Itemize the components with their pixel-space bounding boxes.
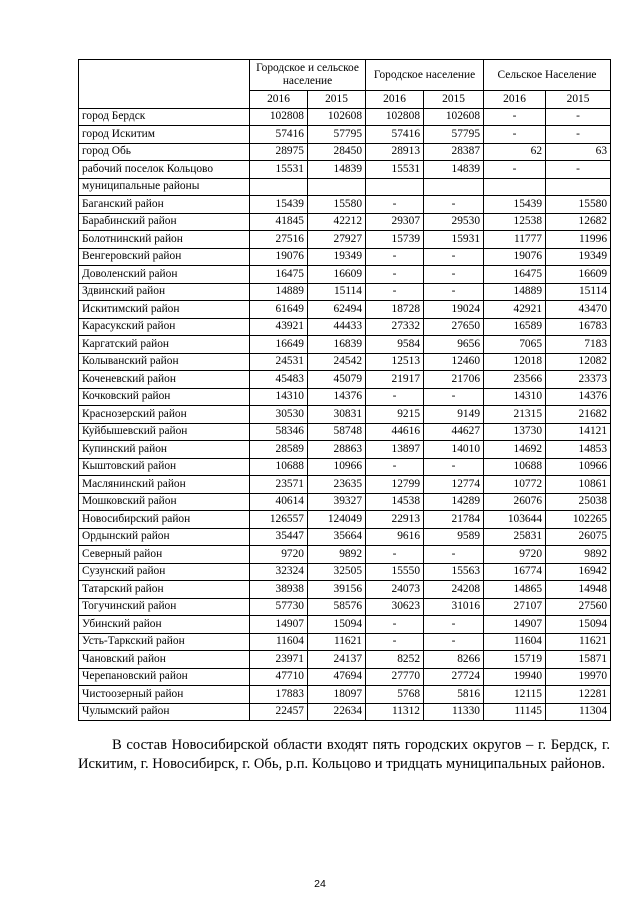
territory-name-cell: город Бердск: [79, 108, 250, 126]
population-value-cell: 23566: [484, 371, 546, 389]
territory-name-cell: Чулымский район: [79, 703, 250, 721]
population-value-cell: 47694: [308, 668, 366, 686]
population-value-cell: 32324: [250, 563, 308, 581]
population-value-cell: 14376: [546, 388, 611, 406]
population-value-cell: -: [424, 248, 484, 266]
population-value-cell: 31016: [424, 598, 484, 616]
header-rural-population: Сельское Население: [484, 60, 611, 91]
population-value-cell: 11777: [484, 231, 546, 249]
header-total-population: Городское и сельское население: [250, 60, 366, 91]
population-value-cell: 10688: [250, 458, 308, 476]
territory-name-cell: Маслянинский район: [79, 476, 250, 494]
population-value-cell: 61649: [250, 301, 308, 319]
body-paragraph: В состав Новосибирской области входят пять городских округов – г. Бердск, г. Искитим, г. Новосибирск, г. Обь, р.п. Кольцово и тридцать муниципальных районов.: [78, 737, 610, 772]
population-value-cell: 44433: [308, 318, 366, 336]
population-value-cell: 23635: [308, 476, 366, 494]
population-value-cell: 28975: [250, 143, 308, 161]
population-value-cell: 8266: [424, 651, 484, 669]
population-value-cell: 42921: [484, 301, 546, 319]
population-value-cell: -: [366, 283, 424, 301]
population-value-cell: 62: [484, 143, 546, 161]
territory-name-cell: Баганский район: [79, 196, 250, 214]
population-value-cell: 10688: [484, 458, 546, 476]
table-row: [79, 353, 611, 371]
territory-name-cell: Искитимский район: [79, 301, 250, 319]
table-row: [79, 511, 611, 529]
population-value-cell: 12082: [546, 353, 611, 371]
population-value-cell: 63: [546, 143, 611, 161]
population-value-cell: -: [484, 126, 546, 144]
population-value-cell: 28387: [424, 143, 484, 161]
table-row: [79, 668, 611, 686]
territory-name-cell: Кыштовский район: [79, 458, 250, 476]
population-value-cell: -: [366, 248, 424, 266]
population-value-cell: 23971: [250, 651, 308, 669]
population-value-cell: 11145: [484, 703, 546, 721]
population-value-cell: 45483: [250, 371, 308, 389]
population-value-cell: -: [366, 388, 424, 406]
population-value-cell: 45079: [308, 371, 366, 389]
population-value-cell: 27516: [250, 231, 308, 249]
population-value-cell: 11604: [484, 633, 546, 651]
population-value-cell: 57730: [250, 598, 308, 616]
table-row: [79, 161, 611, 179]
population-table: [78, 59, 611, 721]
population-value-cell: 27770: [366, 668, 424, 686]
territory-name-cell: город Обь: [79, 143, 250, 161]
territory-name-cell: Татарский район: [79, 581, 250, 599]
table-row: [79, 633, 611, 651]
territory-name-cell: муниципальные районы: [79, 178, 250, 196]
population-value-cell: 14948: [546, 581, 611, 599]
population-value-cell: 5816: [424, 686, 484, 704]
population-value-cell: 38938: [250, 581, 308, 599]
population-value-cell: -: [366, 633, 424, 651]
territory-name-cell: Болотнинский район: [79, 231, 250, 249]
territory-name-cell: Здвинский район: [79, 283, 250, 301]
territory-name-cell: Чановский район: [79, 651, 250, 669]
population-value-cell: 14839: [308, 161, 366, 179]
population-value-cell: 25831: [484, 528, 546, 546]
population-value-cell: -: [546, 161, 611, 179]
population-value-cell: 19970: [546, 668, 611, 686]
population-value-cell: 10966: [546, 458, 611, 476]
population-value-cell: 15719: [484, 651, 546, 669]
population-value-cell: [366, 178, 424, 196]
population-value-cell: [424, 178, 484, 196]
population-value-cell: -: [366, 458, 424, 476]
population-value-cell: 57795: [308, 126, 366, 144]
year-header: 2016: [484, 91, 546, 109]
table-row: [79, 266, 611, 284]
population-value-cell: 15114: [546, 283, 611, 301]
population-value-cell: 16774: [484, 563, 546, 581]
year-header: 2015: [424, 91, 484, 109]
population-value-cell: 23373: [546, 371, 611, 389]
population-value-cell: 28913: [366, 143, 424, 161]
territory-name-cell: Усть-Таркский район: [79, 633, 250, 651]
population-value-cell: 11304: [546, 703, 611, 721]
population-value-cell: 10772: [484, 476, 546, 494]
table-row: [79, 336, 611, 354]
population-value-cell: 21682: [546, 406, 611, 424]
population-value-cell: -: [424, 196, 484, 214]
table-row: [79, 178, 611, 196]
population-value-cell: 15580: [308, 196, 366, 214]
year-header: 2015: [308, 91, 366, 109]
table-row: [79, 283, 611, 301]
population-value-cell: -: [424, 616, 484, 634]
population-value-cell: [250, 178, 308, 196]
table-row: [79, 406, 611, 424]
territory-name-cell: Каргатский район: [79, 336, 250, 354]
population-value-cell: 15550: [366, 563, 424, 581]
territory-name-cell: Черепановский район: [79, 668, 250, 686]
population-value-cell: -: [366, 266, 424, 284]
population-value-cell: 16783: [546, 318, 611, 336]
population-value-cell: 19024: [424, 301, 484, 319]
table-body: [79, 108, 611, 721]
territory-name-cell: Купинский район: [79, 441, 250, 459]
population-value-cell: 102808: [366, 108, 424, 126]
population-value-cell: 15871: [546, 651, 611, 669]
population-value-cell: 43921: [250, 318, 308, 336]
population-value-cell: 16609: [308, 266, 366, 284]
table-row: [79, 546, 611, 564]
population-value-cell: 19076: [250, 248, 308, 266]
territory-name-cell: Коченевский район: [79, 371, 250, 389]
population-value-cell: 9656: [424, 336, 484, 354]
population-value-cell: 11330: [424, 703, 484, 721]
population-value-cell: 22913: [366, 511, 424, 529]
population-value-cell: 43470: [546, 301, 611, 319]
table-row: [79, 651, 611, 669]
table-corner-cell: [79, 60, 250, 109]
population-value-cell: -: [424, 458, 484, 476]
territory-name-cell: Венгеровский район: [79, 248, 250, 266]
table-row: [79, 458, 611, 476]
table-row: [79, 476, 611, 494]
population-value-cell: 15114: [308, 283, 366, 301]
population-value-cell: 30530: [250, 406, 308, 424]
table-row: [79, 581, 611, 599]
population-value-cell: 102265: [546, 511, 611, 529]
population-value-cell: 30623: [366, 598, 424, 616]
population-value-cell: 12682: [546, 213, 611, 231]
population-value-cell: 11604: [250, 633, 308, 651]
population-value-cell: 41845: [250, 213, 308, 231]
territory-name-cell: Сузунский район: [79, 563, 250, 581]
population-value-cell: 24137: [308, 651, 366, 669]
territory-name-cell: Убинский район: [79, 616, 250, 634]
population-value-cell: 58576: [308, 598, 366, 616]
population-value-cell: 9616: [366, 528, 424, 546]
population-value-cell: 12460: [424, 353, 484, 371]
population-value-cell: -: [366, 546, 424, 564]
territory-name-cell: Краснозерский район: [79, 406, 250, 424]
population-value-cell: 26076: [484, 493, 546, 511]
population-value-cell: 13730: [484, 423, 546, 441]
population-value-cell: 27332: [366, 318, 424, 336]
population-value-cell: 28589: [250, 441, 308, 459]
population-value-cell: -: [424, 283, 484, 301]
population-value-cell: 19940: [484, 668, 546, 686]
population-value-cell: 11312: [366, 703, 424, 721]
population-value-cell: 15739: [366, 231, 424, 249]
population-value-cell: 126557: [250, 511, 308, 529]
population-value-cell: 14865: [484, 581, 546, 599]
population-value-cell: 15094: [546, 616, 611, 634]
population-value-cell: 24073: [366, 581, 424, 599]
population-value-cell: 42212: [308, 213, 366, 231]
population-value-cell: 16589: [484, 318, 546, 336]
population-value-cell: 12115: [484, 686, 546, 704]
population-value-cell: -: [366, 616, 424, 634]
table-row: [79, 563, 611, 581]
population-value-cell: 11996: [546, 231, 611, 249]
population-value-cell: 16942: [546, 563, 611, 581]
population-value-cell: [484, 178, 546, 196]
population-value-cell: 14907: [250, 616, 308, 634]
population-value-cell: 21706: [424, 371, 484, 389]
population-value-cell: 15094: [308, 616, 366, 634]
population-value-cell: 27650: [424, 318, 484, 336]
population-value-cell: 14010: [424, 441, 484, 459]
population-value-cell: 14310: [484, 388, 546, 406]
population-value-cell: 62494: [308, 301, 366, 319]
header-urban-population: Городское население: [366, 60, 484, 91]
population-value-cell: 8252: [366, 651, 424, 669]
table-row: [79, 616, 611, 634]
population-value-cell: 40614: [250, 493, 308, 511]
table-row: [79, 318, 611, 336]
population-value-cell: 22634: [308, 703, 366, 721]
population-value-cell: 15439: [250, 196, 308, 214]
population-value-cell: 9892: [308, 546, 366, 564]
population-value-cell: -: [546, 126, 611, 144]
population-value-cell: 9589: [424, 528, 484, 546]
population-value-cell: 44627: [424, 423, 484, 441]
table-row: [79, 441, 611, 459]
population-value-cell: 16475: [484, 266, 546, 284]
table-row: [79, 686, 611, 704]
population-value-cell: 18728: [366, 301, 424, 319]
population-value-cell: 14310: [250, 388, 308, 406]
population-value-cell: 9720: [484, 546, 546, 564]
population-value-cell: [308, 178, 366, 196]
population-value-cell: 14376: [308, 388, 366, 406]
population-value-cell: 19349: [308, 248, 366, 266]
population-value-cell: 39327: [308, 493, 366, 511]
territory-name-cell: Мошковский район: [79, 493, 250, 511]
territory-name-cell: Северный район: [79, 546, 250, 564]
territory-name-cell: Карасукский район: [79, 318, 250, 336]
population-value-cell: 9892: [546, 546, 611, 564]
population-value-cell: 12018: [484, 353, 546, 371]
territory-name-cell: Чистоозерный район: [79, 686, 250, 704]
population-value-cell: -: [424, 633, 484, 651]
population-value-cell: 17883: [250, 686, 308, 704]
population-value-cell: 14889: [250, 283, 308, 301]
population-value-cell: 16609: [546, 266, 611, 284]
table-row: [79, 126, 611, 144]
population-value-cell: 18097: [308, 686, 366, 704]
population-value-cell: -: [424, 388, 484, 406]
population-value-cell: -: [484, 108, 546, 126]
table-row: [79, 196, 611, 214]
population-value-cell: 103644: [484, 511, 546, 529]
population-value-cell: 14538: [366, 493, 424, 511]
population-value-cell: 7065: [484, 336, 546, 354]
population-value-cell: 10861: [546, 476, 611, 494]
population-value-cell: 15531: [366, 161, 424, 179]
population-value-cell: 12281: [546, 686, 611, 704]
year-header: 2015: [546, 91, 611, 109]
table-group-header-row: [79, 60, 611, 91]
population-value-cell: 9215: [366, 406, 424, 424]
population-value-cell: 16649: [250, 336, 308, 354]
population-value-cell: 14889: [484, 283, 546, 301]
territory-name-cell: город Искитим: [79, 126, 250, 144]
table-row: [79, 598, 611, 616]
population-value-cell: 24542: [308, 353, 366, 371]
table-row: [79, 371, 611, 389]
table-row: [79, 143, 611, 161]
population-value-cell: 14839: [424, 161, 484, 179]
table-row: [79, 423, 611, 441]
population-value-cell: 27927: [308, 231, 366, 249]
population-value-cell: 124049: [308, 511, 366, 529]
territory-name-cell: Новосибирский район: [79, 511, 250, 529]
population-value-cell: 15563: [424, 563, 484, 581]
territory-name-cell: Барабинский район: [79, 213, 250, 231]
population-value-cell: 12538: [484, 213, 546, 231]
population-value-cell: 11621: [546, 633, 611, 651]
population-value-cell: 47710: [250, 668, 308, 686]
population-value-cell: 28450: [308, 143, 366, 161]
territory-name-cell: Тогучинский район: [79, 598, 250, 616]
population-value-cell: -: [366, 196, 424, 214]
page-number: 24: [314, 878, 326, 890]
population-value-cell: 15931: [424, 231, 484, 249]
territory-name-cell: Кочковский район: [79, 388, 250, 406]
population-value-cell: 13897: [366, 441, 424, 459]
population-value-cell: 14692: [484, 441, 546, 459]
population-value-cell: 58748: [308, 423, 366, 441]
population-value-cell: 27560: [546, 598, 611, 616]
population-value-cell: 21784: [424, 511, 484, 529]
population-value-cell: 14289: [424, 493, 484, 511]
table-row: [79, 301, 611, 319]
population-value-cell: 27724: [424, 668, 484, 686]
population-value-cell: 24531: [250, 353, 308, 371]
population-value-cell: 5768: [366, 686, 424, 704]
table-row: [79, 248, 611, 266]
territory-name-cell: Доволенский район: [79, 266, 250, 284]
table-row: [79, 528, 611, 546]
population-value-cell: 58346: [250, 423, 308, 441]
population-value-cell: 39156: [308, 581, 366, 599]
population-value-cell: 16475: [250, 266, 308, 284]
population-value-cell: 32505: [308, 563, 366, 581]
table-row: [79, 108, 611, 126]
population-value-cell: -: [424, 546, 484, 564]
population-value-cell: 30831: [308, 406, 366, 424]
population-value-cell: 19076: [484, 248, 546, 266]
population-value-cell: 102608: [424, 108, 484, 126]
table-row: [79, 213, 611, 231]
population-value-cell: 7183: [546, 336, 611, 354]
population-value-cell: 9149: [424, 406, 484, 424]
year-header: 2016: [366, 91, 424, 109]
population-value-cell: 21917: [366, 371, 424, 389]
population-value-cell: 35664: [308, 528, 366, 546]
population-value-cell: 12513: [366, 353, 424, 371]
population-value-cell: 15531: [250, 161, 308, 179]
population-value-cell: 22457: [250, 703, 308, 721]
population-value-cell: 35447: [250, 528, 308, 546]
table-row: [79, 703, 611, 721]
population-value-cell: 15580: [546, 196, 611, 214]
population-value-cell: 102608: [308, 108, 366, 126]
population-value-cell: 28863: [308, 441, 366, 459]
territory-name-cell: Ордынский район: [79, 528, 250, 546]
population-value-cell: 16839: [308, 336, 366, 354]
territory-name-cell: Колыванский район: [79, 353, 250, 371]
population-value-cell: 24208: [424, 581, 484, 599]
population-value-cell: 12799: [366, 476, 424, 494]
table-row: [79, 231, 611, 249]
population-value-cell: 14853: [546, 441, 611, 459]
population-value-cell: 27107: [484, 598, 546, 616]
population-value-cell: 57795: [424, 126, 484, 144]
territory-name-cell: Куйбышевский район: [79, 423, 250, 441]
population-value-cell: 14907: [484, 616, 546, 634]
population-value-cell: [546, 178, 611, 196]
population-value-cell: 23571: [250, 476, 308, 494]
population-value-cell: 9720: [250, 546, 308, 564]
table-row: [79, 493, 611, 511]
population-value-cell: 102808: [250, 108, 308, 126]
population-value-cell: 19349: [546, 248, 611, 266]
population-value-cell: 57416: [366, 126, 424, 144]
population-value-cell: 44616: [366, 423, 424, 441]
population-value-cell: 29307: [366, 213, 424, 231]
population-value-cell: 15439: [484, 196, 546, 214]
table-row: [79, 388, 611, 406]
territory-name-cell: рабочий поселок Кольцово: [79, 161, 250, 179]
population-value-cell: -: [484, 161, 546, 179]
population-value-cell: -: [424, 266, 484, 284]
population-value-cell: 12774: [424, 476, 484, 494]
population-value-cell: 29530: [424, 213, 484, 231]
population-value-cell: 21315: [484, 406, 546, 424]
population-value-cell: 26075: [546, 528, 611, 546]
population-value-cell: 9584: [366, 336, 424, 354]
population-value-cell: 10966: [308, 458, 366, 476]
year-header: 2016: [250, 91, 308, 109]
population-value-cell: 14121: [546, 423, 611, 441]
population-value-cell: 57416: [250, 126, 308, 144]
population-value-cell: 25038: [546, 493, 611, 511]
population-value-cell: -: [546, 108, 611, 126]
population-value-cell: 11621: [308, 633, 366, 651]
